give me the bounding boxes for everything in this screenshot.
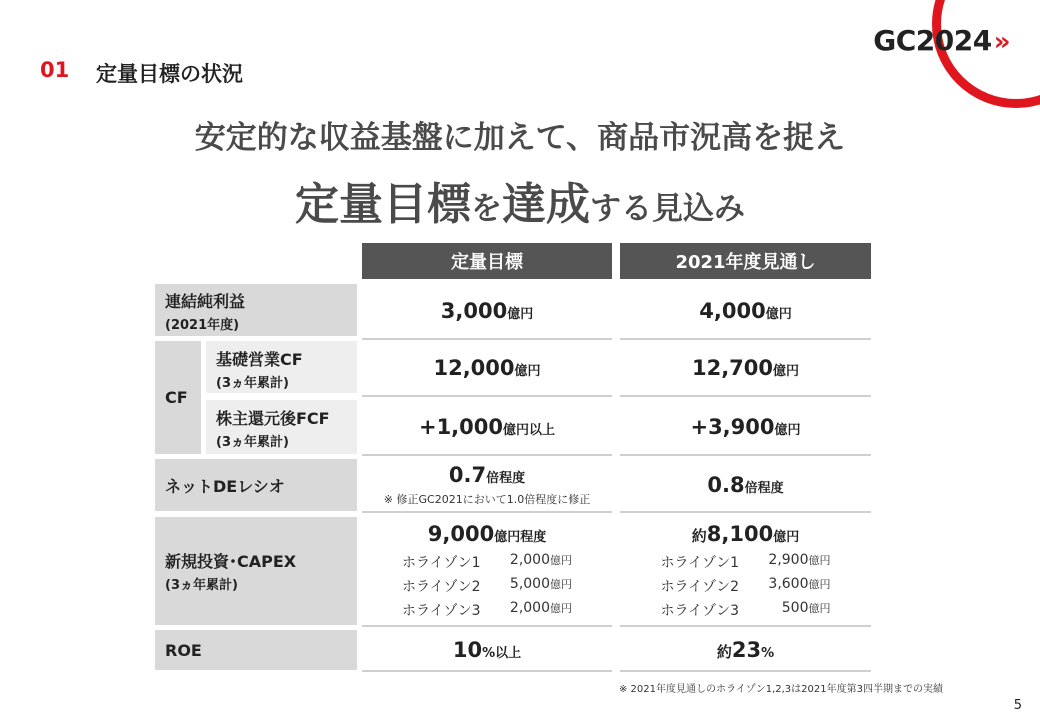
row-label-basic-cf bbox=[206, 341, 357, 393]
horizon-value: 500億円 bbox=[781, 599, 831, 616]
value: 0.8 bbox=[707, 472, 745, 497]
value: +1,000 bbox=[418, 414, 503, 439]
horizon-value: 5,000億円 bbox=[509, 575, 572, 592]
unit: 億円 bbox=[514, 364, 541, 379]
headline-emphasis-2: 達成 bbox=[502, 179, 590, 230]
page-number: 5 bbox=[1013, 698, 1022, 713]
logo-text: GC2024 bbox=[873, 24, 992, 57]
horizon-value: 2,900億円 bbox=[768, 551, 831, 568]
revision-note: ※ 修正GC2021において1.0倍程度に修正 bbox=[383, 492, 591, 506]
company-logo bbox=[873, 24, 1010, 57]
unit: 倍程度 bbox=[486, 470, 526, 486]
cell-net-income-forecast bbox=[620, 284, 871, 340]
cell-roe-forecast bbox=[620, 630, 871, 672]
prefix: 約 bbox=[716, 643, 732, 661]
row-label-sub: (3ヵ年累計) bbox=[216, 376, 289, 391]
unit: 億円程度 bbox=[494, 529, 547, 545]
unit: %以上 bbox=[482, 646, 522, 661]
cell-capex-target bbox=[362, 516, 612, 627]
unit: 億円 bbox=[507, 307, 534, 322]
horizon-value: 2,000億円 bbox=[509, 599, 572, 616]
horizon-name: ホライゾン2 bbox=[402, 578, 481, 595]
headline-text-1: を bbox=[471, 191, 502, 227]
value: +3,900 bbox=[690, 414, 775, 439]
cell-basic-cf-target bbox=[362, 341, 612, 397]
value: 12,700 bbox=[691, 356, 774, 380]
col-header-forecast: 2021年度見通し bbox=[620, 243, 871, 279]
unit: 億円 bbox=[765, 307, 792, 322]
horizon-name: ホライゾン3 bbox=[660, 602, 739, 619]
headline-text-2: する見込み bbox=[590, 191, 745, 227]
unit: % bbox=[761, 646, 775, 661]
headline-line1: 安定的な収益基盤に加えて、商品市況高を捉え bbox=[194, 120, 846, 156]
cell-roe-target bbox=[362, 630, 612, 672]
value: 23 bbox=[731, 638, 762, 662]
cell-net-income-target bbox=[362, 284, 612, 340]
row-label-fcf bbox=[206, 400, 357, 454]
value: 10 bbox=[452, 638, 483, 662]
row-label-capex bbox=[155, 517, 357, 625]
section-number: 01 bbox=[40, 58, 70, 82]
cell-fcf-target bbox=[362, 399, 612, 456]
horizon-name: ホライゾン3 bbox=[402, 602, 481, 619]
cell-fcf-forecast bbox=[620, 399, 871, 456]
footnote: ※ 2021年度見通しのホライゾン1,2,3は2021年度第3四半期までの実績 bbox=[619, 684, 943, 695]
value: 12,000 bbox=[433, 356, 515, 380]
row-label-text: 連結純利益 bbox=[165, 292, 246, 311]
row-label-text: 株主還元後FCF bbox=[216, 409, 330, 428]
cell-net-de-forecast bbox=[620, 458, 871, 513]
row-label-sub: (3ヵ年累計) bbox=[165, 578, 238, 593]
unit: 億円以上 bbox=[503, 422, 556, 438]
cell-basic-cf-forecast bbox=[620, 341, 871, 397]
prefix: 約 bbox=[691, 526, 707, 545]
horizon-value: 2,000億円 bbox=[509, 551, 572, 568]
unit: 億円 bbox=[773, 529, 800, 545]
row-label-sub: (2021年度) bbox=[165, 318, 240, 333]
horizon-breakdown bbox=[661, 552, 831, 620]
section-title: 定量目標の状況 bbox=[96, 62, 243, 86]
horizon-name: ホライゾン1 bbox=[660, 554, 739, 571]
unit: 倍程度 bbox=[744, 480, 784, 496]
col-header-target: 定量目標 bbox=[362, 243, 612, 279]
horizon-breakdown bbox=[402, 552, 572, 620]
horizon-name: ホライゾン2 bbox=[660, 578, 739, 595]
row-label-net-de: ネットDEレシオ bbox=[155, 459, 357, 511]
cell-capex-forecast bbox=[620, 516, 871, 627]
horizon-value: 3,600億円 bbox=[768, 575, 831, 592]
value: 0.7 bbox=[448, 462, 487, 487]
value: 4,000 bbox=[699, 299, 766, 323]
row-label-roe: ROE bbox=[155, 630, 357, 670]
headline-line2 bbox=[0, 168, 1040, 232]
chevron-right-icon: » bbox=[993, 27, 1010, 57]
unit: 億円 bbox=[773, 364, 800, 379]
horizon-name: ホライゾン1 bbox=[402, 554, 481, 571]
value: 9,000 bbox=[427, 521, 495, 546]
row-label-text: 新規投資･CAPEX bbox=[165, 552, 297, 571]
row-label-sub: (3ヵ年累計) bbox=[216, 435, 289, 450]
cell-net-de-target bbox=[362, 458, 612, 513]
headline-emphasis-1: 定量目標 bbox=[295, 179, 471, 230]
row-group-label-cf: CF bbox=[155, 341, 201, 454]
value: 8,100 bbox=[706, 521, 774, 546]
value: 3,000 bbox=[440, 299, 508, 323]
row-label-text: 基礎営業CF bbox=[216, 350, 303, 369]
row-label-net-income bbox=[155, 284, 357, 336]
unit: 億円 bbox=[774, 422, 801, 438]
